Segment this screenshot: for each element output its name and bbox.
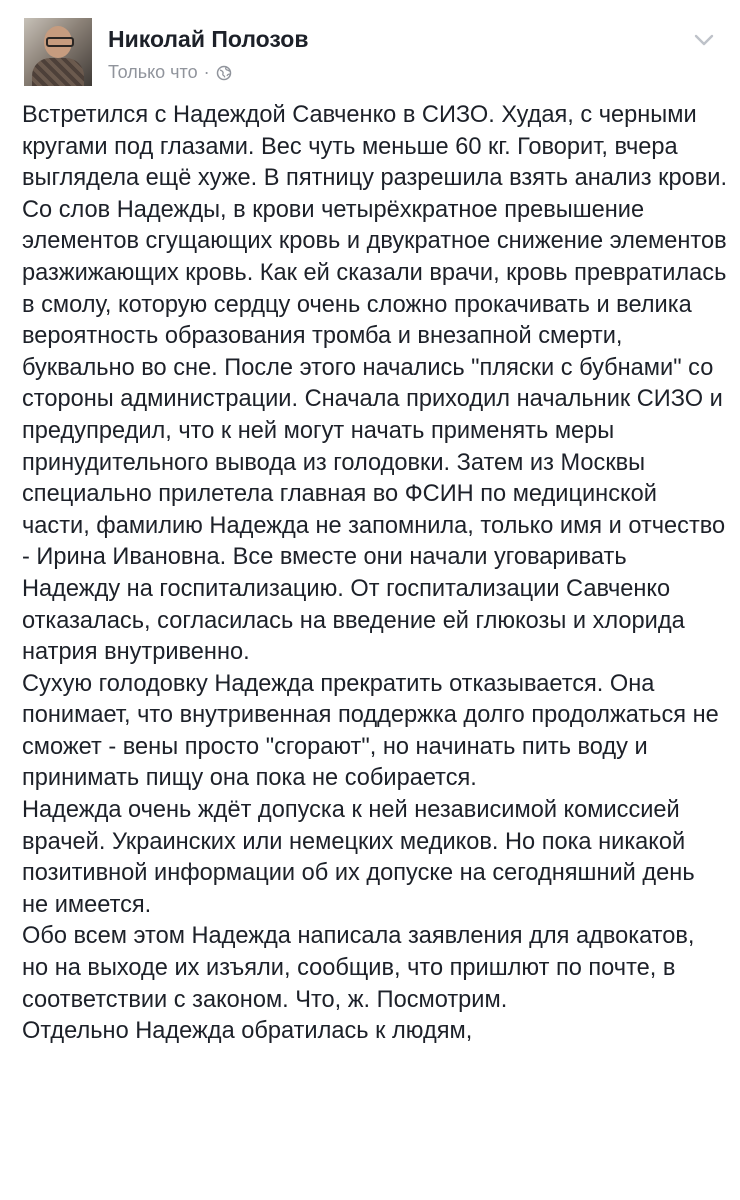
- post-text: [22, 100, 734, 1048]
- post-meta: [108, 62, 232, 83]
- meta-separator: ·: [203, 62, 210, 82]
- avatar[interactable]: [24, 18, 92, 86]
- post-paragraph: Встретился с Надеждой Савченко в СИЗО. Худая, с черными кругами под глазами. Вес чуть меньше 60 кг. Говорит, вчера выглядела ещё хуже. В пятницу разрешила взять анализ крови. Со слов Надежды, в крови четырёхкратное превышение элементов сгущающих кровь и двукратное снижение элементов разжижающих кровь. Как ей сказали врачи, кровь превратилась в смолу, которую сердцу очень сложно прокачивать и велика вероятность образования тромба и внезапной смерти, буквально во сне. После этого начались "пляски с бубнами" со стороны администрации. Сначала приходил начальник СИЗО и предупредил, что к ней могут начать применять меры принудительного вывода из голодовки. Затем из Москвы специально прилетела главная во ФСИН по медицинской части, фамилию Надежда не запомнила, только имя и отчество - Ирина Ивановна. Все вместе они начали уговаривать Надежду на госпитализацию. От госпитализации Савченко отказалась, согласилась на введение ей глюкозы и хлорида натрия внутривенно.: [22, 102, 734, 666]
- globe-icon: [216, 65, 232, 81]
- post-timestamp[interactable]: Только что: [108, 62, 198, 82]
- post-header: [0, 0, 740, 100]
- post-paragraph: Обо всем этом Надежда написала заявления для адвокатов, но на выходе их изъяли, сообщив, что пришлют по почте, в соответствии с законом. Что, ж. Посмотрим.: [22, 923, 701, 1013]
- author-name[interactable]: Николай Полозов: [108, 26, 309, 52]
- avatar-glasses: [46, 37, 74, 47]
- post-paragraph: Сухую голодовку Надежда прекратить отказывается. Она понимает, что внутривенная поддержка долго продолжаться не сможет - вены просто "сгорают", но начинать пить воду и принимать пищу она пока не собирается.: [22, 670, 726, 792]
- post-paragraph: Отдельно Надежда обратилась к людям,: [22, 1018, 473, 1045]
- chevron-down-icon[interactable]: [692, 28, 716, 52]
- post-paragraph: Надежда очень ждёт допуска к ней независимой комиссией врачей. Украинских или немецких медиков. Но пока никакой позитивной информации об их допуске на сегодняшний день не имеется.: [22, 797, 702, 918]
- avatar-body: [32, 58, 84, 86]
